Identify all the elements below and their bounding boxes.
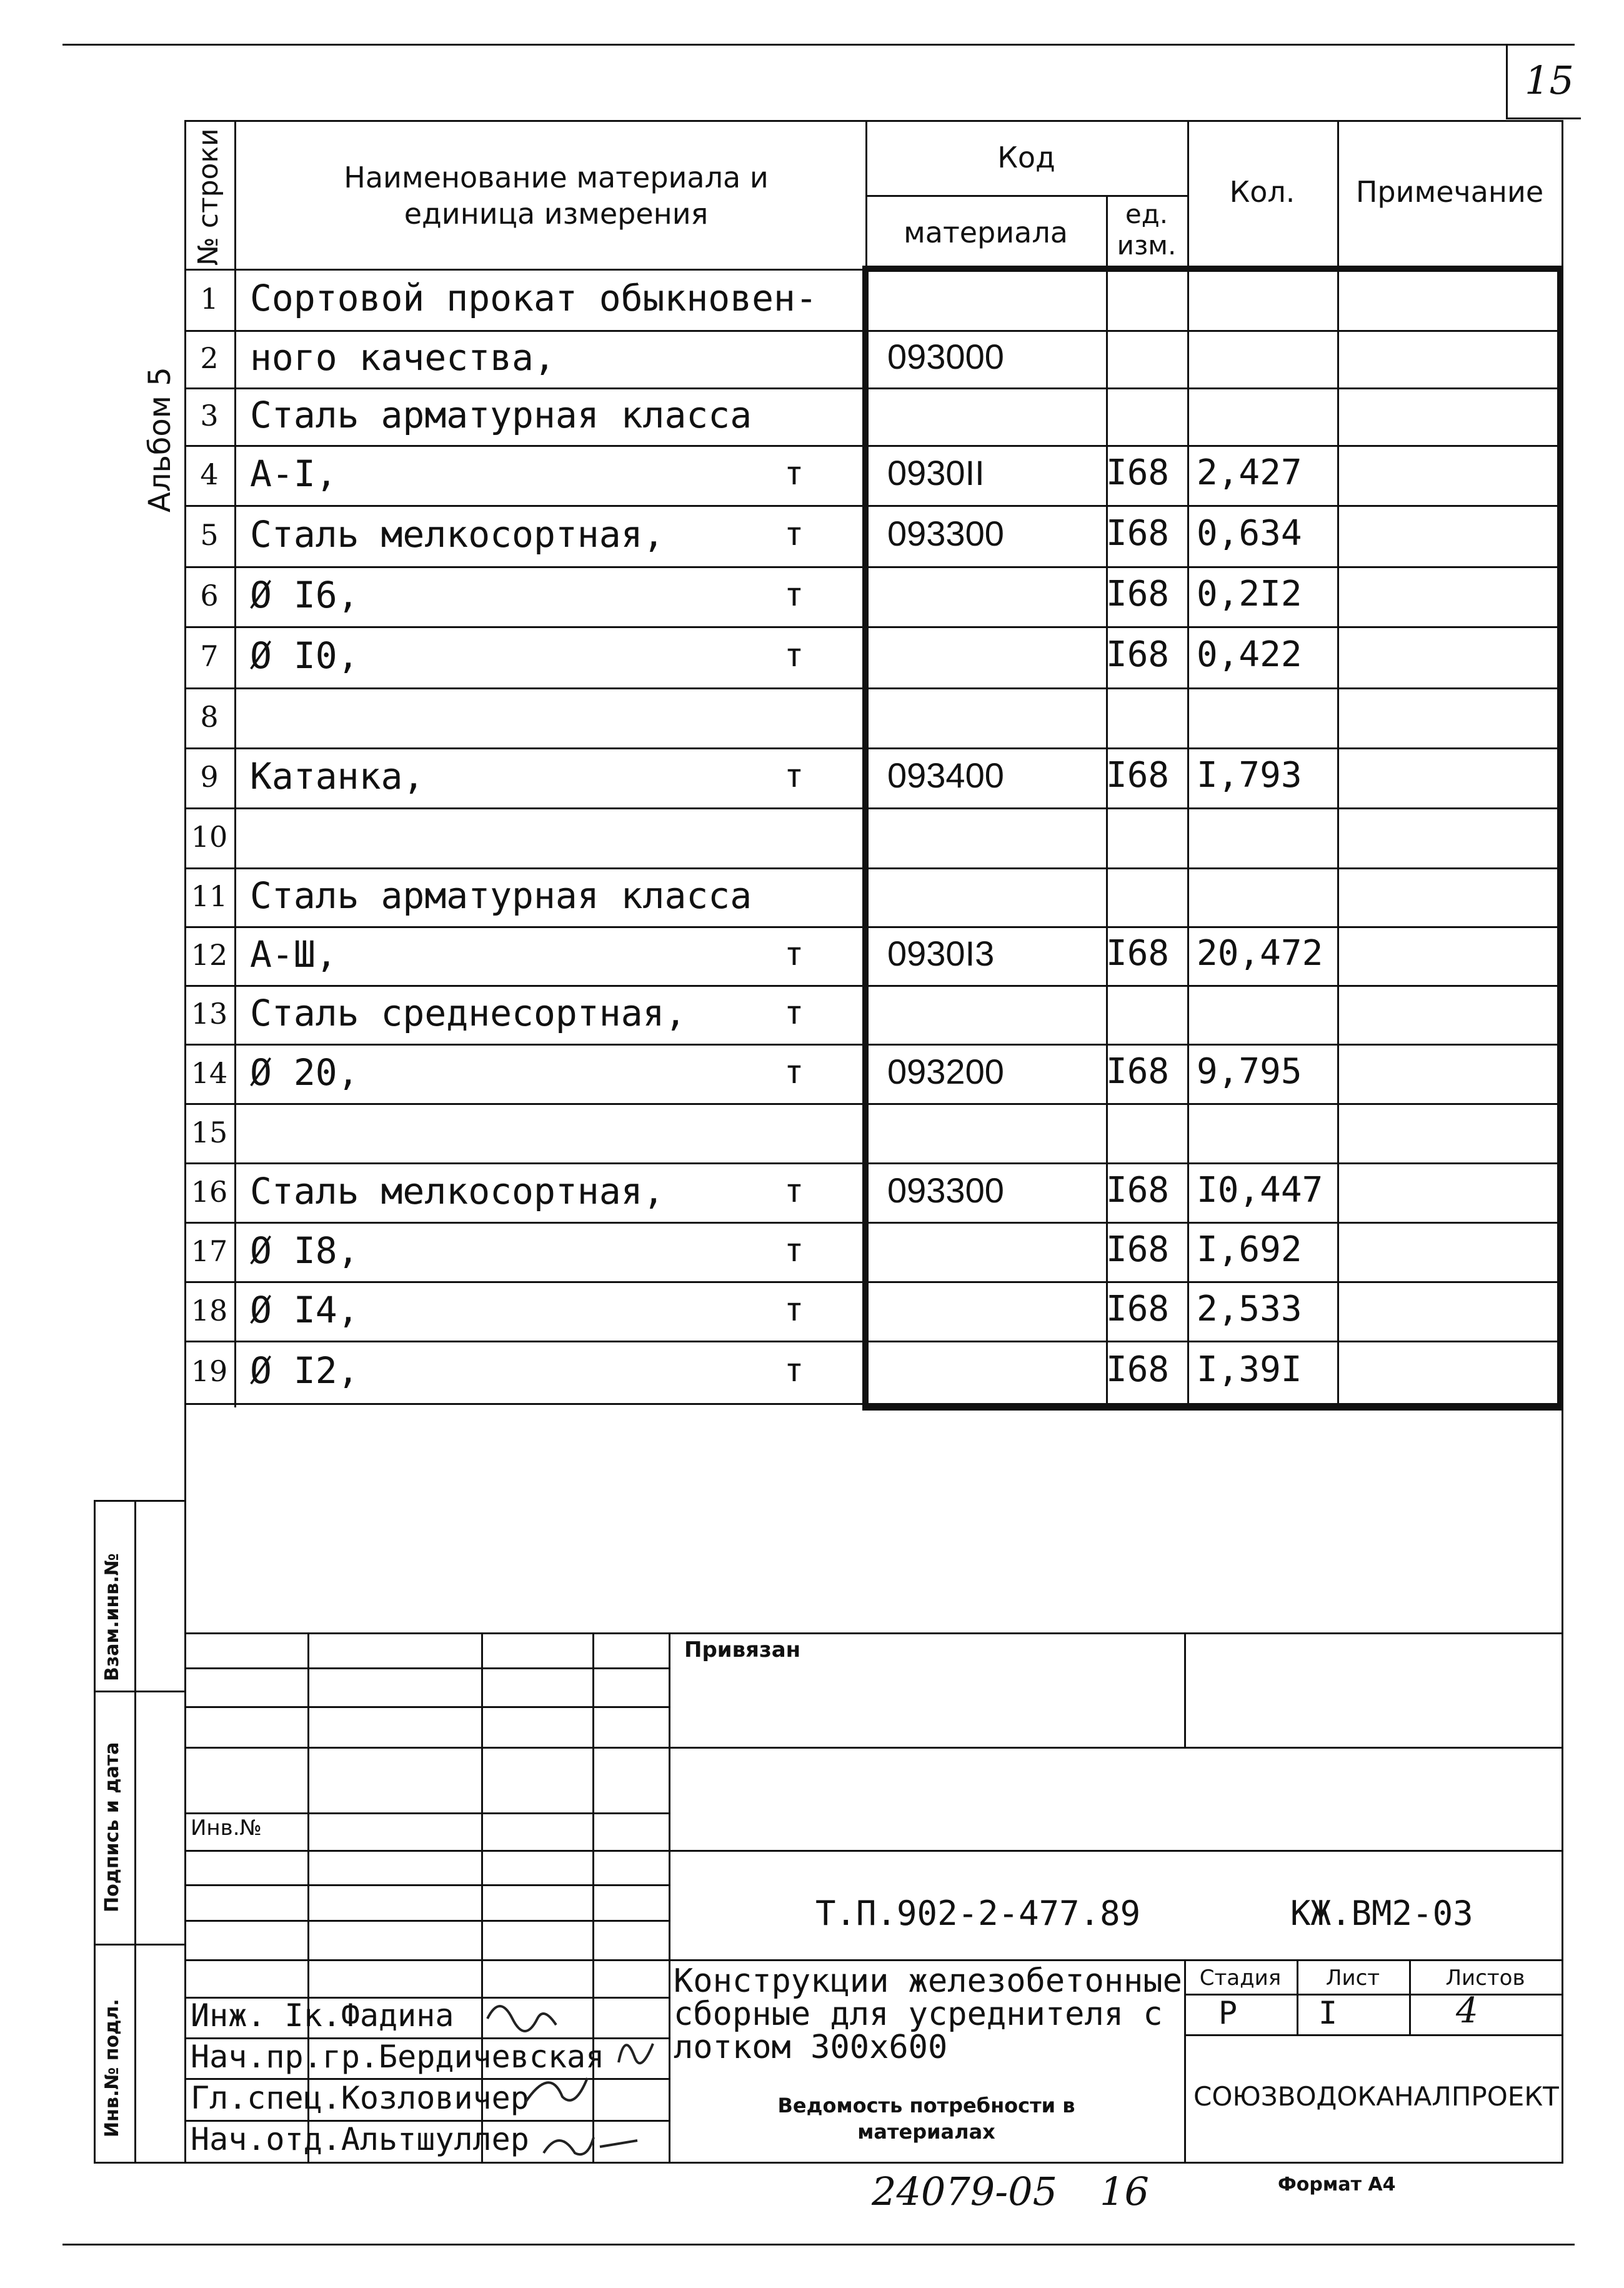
row-name: Сталь среднесортная, bbox=[250, 992, 687, 1034]
header-code-unit bbox=[1106, 199, 1187, 261]
row-code-unit: I68 bbox=[1106, 933, 1170, 974]
row-code-unit: I68 bbox=[1106, 1349, 1170, 1390]
row-code: 0930II bbox=[887, 453, 985, 492]
stamp-line-3 bbox=[184, 1747, 1563, 1749]
header-row-no: № строки bbox=[192, 128, 224, 266]
row-name: Ø I8, bbox=[250, 1229, 359, 1272]
stamp-line-2 bbox=[184, 1706, 669, 1708]
side-bottom bbox=[94, 2162, 186, 2164]
person-2-role: Нач.пр.гр. bbox=[191, 2039, 379, 2075]
row-line bbox=[184, 1281, 1563, 1283]
title-stage-line bbox=[1184, 1994, 1563, 1996]
row-code: 093200 bbox=[887, 1051, 1004, 1091]
row-name: ного качества, bbox=[250, 336, 555, 379]
row-number: 6 bbox=[200, 579, 219, 612]
row-line bbox=[184, 1162, 1563, 1164]
title-org-line bbox=[1184, 2034, 1563, 2036]
table-top bbox=[184, 120, 1563, 122]
row-unit: т bbox=[784, 1172, 804, 1210]
row-unit: т bbox=[784, 516, 804, 553]
row-qty: 20,472 bbox=[1197, 933, 1323, 974]
sheet-label: Лист bbox=[1325, 1966, 1380, 1991]
side-label-podpis: Подпись и дата bbox=[101, 1742, 123, 1912]
row-number: 18 bbox=[191, 1293, 228, 1327]
row-number: 9 bbox=[200, 760, 219, 794]
sheets-value: 4 bbox=[1456, 1991, 1478, 2031]
side-label-zam: Взам.инв.№ bbox=[101, 1553, 123, 1681]
person-3-name: Козловичер bbox=[341, 2080, 529, 2116]
row-qty: 0,634 bbox=[1197, 513, 1302, 554]
row-number: 8 bbox=[200, 700, 219, 734]
row-qty: I,39I bbox=[1197, 1349, 1302, 1390]
row-name: Ø I0, bbox=[250, 634, 359, 677]
row-line bbox=[184, 985, 1563, 987]
row-number: 15 bbox=[191, 1115, 228, 1149]
row-number: 19 bbox=[191, 1354, 228, 1388]
person-1-role: Инж. Iк. bbox=[191, 1997, 341, 2034]
row-qty: 9,795 bbox=[1197, 1051, 1302, 1092]
row-number: 14 bbox=[191, 1056, 228, 1090]
stamp-line-5 bbox=[184, 1850, 1563, 1852]
row-unit: т bbox=[784, 757, 804, 795]
person-4-role: Нач.отд. bbox=[191, 2121, 341, 2157]
row-qty: I,793 bbox=[1197, 755, 1302, 796]
row-code-unit: I68 bbox=[1106, 452, 1170, 493]
row-number: 1 bbox=[200, 282, 219, 316]
frame-bottom bbox=[184, 2162, 1563, 2164]
page-number-underline bbox=[1506, 117, 1581, 119]
bottom-page: 16 bbox=[1100, 2169, 1149, 2214]
album-label: Альбом 5 bbox=[142, 367, 177, 512]
row-name: Катанка, bbox=[250, 755, 425, 797]
signature-4 bbox=[544, 2137, 637, 2154]
inv-no-label: Инв.№ bbox=[191, 1816, 262, 1841]
row-name: Сталь мелкосортная, bbox=[250, 1169, 665, 1212]
row-code-unit: I68 bbox=[1106, 1169, 1170, 1211]
doc-code: Т.П.902-2-477.89 bbox=[815, 1894, 1141, 1933]
row-qty: I,692 bbox=[1197, 1229, 1302, 1270]
stamp-line-1 bbox=[184, 1667, 669, 1669]
subtitle-line-1: Ведомость потребности в bbox=[777, 2094, 1075, 2117]
row-code: 093000 bbox=[887, 337, 1004, 376]
row-number: 3 bbox=[200, 399, 219, 432]
title-line-3: лотком 300х600 bbox=[674, 2029, 948, 2066]
top-rule bbox=[62, 44, 1575, 46]
row-number: 13 bbox=[191, 997, 228, 1031]
code-subheader-line bbox=[865, 195, 1187, 197]
row-name: Ø I6, bbox=[250, 574, 359, 616]
row-name: Сортовой прокат обыкновен- bbox=[250, 277, 817, 319]
row-qty: I0,447 bbox=[1197, 1169, 1323, 1211]
stamp-line-4 bbox=[184, 1812, 669, 1814]
row-unit: т bbox=[784, 1231, 804, 1269]
row-code: 093400 bbox=[887, 756, 1004, 795]
row-line bbox=[184, 626, 1563, 628]
side-line-1 bbox=[94, 1691, 186, 1692]
bottom-number: 24079-05 bbox=[872, 2169, 1058, 2214]
row-number: 5 bbox=[200, 518, 219, 552]
row-code-unit: I68 bbox=[1106, 574, 1170, 614]
row-name: Сталь арматурная класса bbox=[250, 394, 752, 436]
row-code: 093300 bbox=[887, 1170, 1004, 1210]
person-3-role: Гл.спец. bbox=[191, 2080, 341, 2116]
row-code-unit: I68 bbox=[1106, 634, 1170, 675]
row-code: 093300 bbox=[887, 514, 1004, 553]
row-line bbox=[184, 1222, 1563, 1224]
row-unit: т bbox=[784, 994, 804, 1032]
stamp-line-6 bbox=[184, 1884, 669, 1886]
header-note: Примечание bbox=[1355, 175, 1544, 209]
row-number: 4 bbox=[200, 457, 219, 491]
title-line-2: сборные для усреднителя с bbox=[674, 1996, 1163, 2033]
row-unit: т bbox=[784, 637, 804, 674]
row-qty: 0,422 bbox=[1197, 634, 1302, 675]
privyazan-label: Привязан bbox=[684, 1637, 801, 1662]
signatures bbox=[475, 1987, 681, 2175]
col-line-rowno bbox=[234, 120, 236, 1407]
signature-3 bbox=[525, 2078, 587, 2103]
title-line-1: Конструкции железобетонные bbox=[674, 1962, 1182, 2000]
row-number: 11 bbox=[191, 879, 228, 913]
row-line bbox=[184, 387, 1563, 389]
row-line bbox=[184, 445, 1563, 447]
row-code-unit: I68 bbox=[1106, 1229, 1170, 1270]
stamp-line-7 bbox=[184, 1920, 669, 1922]
row-qty: 2,427 bbox=[1197, 452, 1302, 493]
row-unit: т bbox=[784, 936, 804, 973]
row-number: 16 bbox=[191, 1174, 228, 1209]
stage-value: Р bbox=[1218, 1995, 1238, 2031]
signature-2 bbox=[619, 2044, 653, 2063]
person-4-name: Альтшуллер bbox=[341, 2121, 529, 2157]
header-qty: Кол. bbox=[1229, 175, 1295, 209]
row-name: Ø I2, bbox=[250, 1349, 359, 1392]
side-left bbox=[94, 1500, 96, 2164]
row-line bbox=[184, 747, 1563, 749]
row-line bbox=[184, 1341, 1563, 1342]
stamp-col-e bbox=[1184, 1632, 1186, 1748]
header-name-text: Наименование материала и единица измерения bbox=[344, 161, 769, 231]
org-name: СОЮЗВОДОКАНАЛПРОЕКТ bbox=[1193, 2081, 1559, 2112]
row-unit: т bbox=[784, 455, 804, 492]
header-code-unit-text: ед. изм. bbox=[1117, 199, 1177, 261]
row-qty: 2,533 bbox=[1197, 1288, 1302, 1329]
stamp-top bbox=[184, 1632, 1563, 1634]
row-unit: т bbox=[784, 1053, 804, 1091]
row-line bbox=[184, 1103, 1563, 1105]
row-line bbox=[184, 867, 1563, 869]
row-name: А-Ш, bbox=[250, 933, 337, 976]
row-name: Сталь мелкосортная, bbox=[250, 513, 665, 556]
bottom-rule bbox=[62, 2244, 1575, 2246]
side-top bbox=[94, 1500, 186, 1502]
row-line bbox=[184, 926, 1563, 928]
row-unit: т bbox=[784, 1352, 804, 1389]
row-unit: т bbox=[784, 1291, 804, 1329]
side-inner bbox=[134, 1500, 136, 2164]
row-qty: 0,2I2 bbox=[1197, 574, 1302, 614]
sheet-value: I bbox=[1318, 1995, 1338, 2031]
row-line bbox=[184, 566, 1563, 568]
side-line-2 bbox=[94, 1944, 186, 1946]
row-line bbox=[184, 505, 1563, 507]
row-line bbox=[184, 330, 1563, 332]
row-code-unit: I68 bbox=[1106, 1288, 1170, 1329]
row-name: Сталь арматурная класса bbox=[250, 874, 752, 917]
sheet-code: КЖ.ВМ2-03 bbox=[1290, 1894, 1473, 1933]
row-code-unit: I68 bbox=[1106, 1051, 1170, 1092]
row-code-unit: I68 bbox=[1106, 513, 1170, 554]
person-1-name: Фадина bbox=[341, 1997, 454, 2034]
stage-label: Стадия bbox=[1199, 1966, 1282, 1991]
header-code: Код bbox=[997, 141, 1055, 174]
header-name bbox=[312, 159, 800, 232]
header-code-material: материала bbox=[904, 216, 1068, 249]
row-number: 17 bbox=[191, 1234, 228, 1268]
row-number: 10 bbox=[191, 820, 228, 854]
row-code-unit: I68 bbox=[1106, 755, 1170, 796]
format-label: Формат А4 bbox=[1278, 2174, 1396, 2196]
subtitle-line-2: материалах bbox=[857, 2120, 995, 2144]
page-number: 15 bbox=[1525, 57, 1574, 103]
side-label-inv: Инв.№ подл. bbox=[101, 1999, 123, 2137]
row-line bbox=[184, 1403, 1563, 1405]
row-number: 2 bbox=[200, 341, 219, 375]
page-number-divider bbox=[1506, 44, 1508, 119]
row-number: 7 bbox=[200, 639, 219, 673]
person-2-name: Бердичевская bbox=[379, 2039, 605, 2075]
signature-1 bbox=[487, 2006, 556, 2031]
row-number: 12 bbox=[191, 938, 228, 972]
sheets-label: Листов bbox=[1445, 1966, 1525, 1991]
row-line bbox=[184, 687, 1563, 689]
row-name: Ø 20, bbox=[250, 1051, 359, 1094]
row-name: Ø I4, bbox=[250, 1288, 359, 1331]
row-line bbox=[184, 807, 1563, 809]
stamp-line-8 bbox=[184, 1959, 1563, 1961]
row-name: А-I, bbox=[250, 452, 337, 495]
row-code: 0930I3 bbox=[887, 934, 995, 973]
row-unit: т bbox=[784, 576, 804, 614]
person-1 bbox=[191, 1997, 454, 2034]
row-line bbox=[184, 1044, 1563, 1046]
